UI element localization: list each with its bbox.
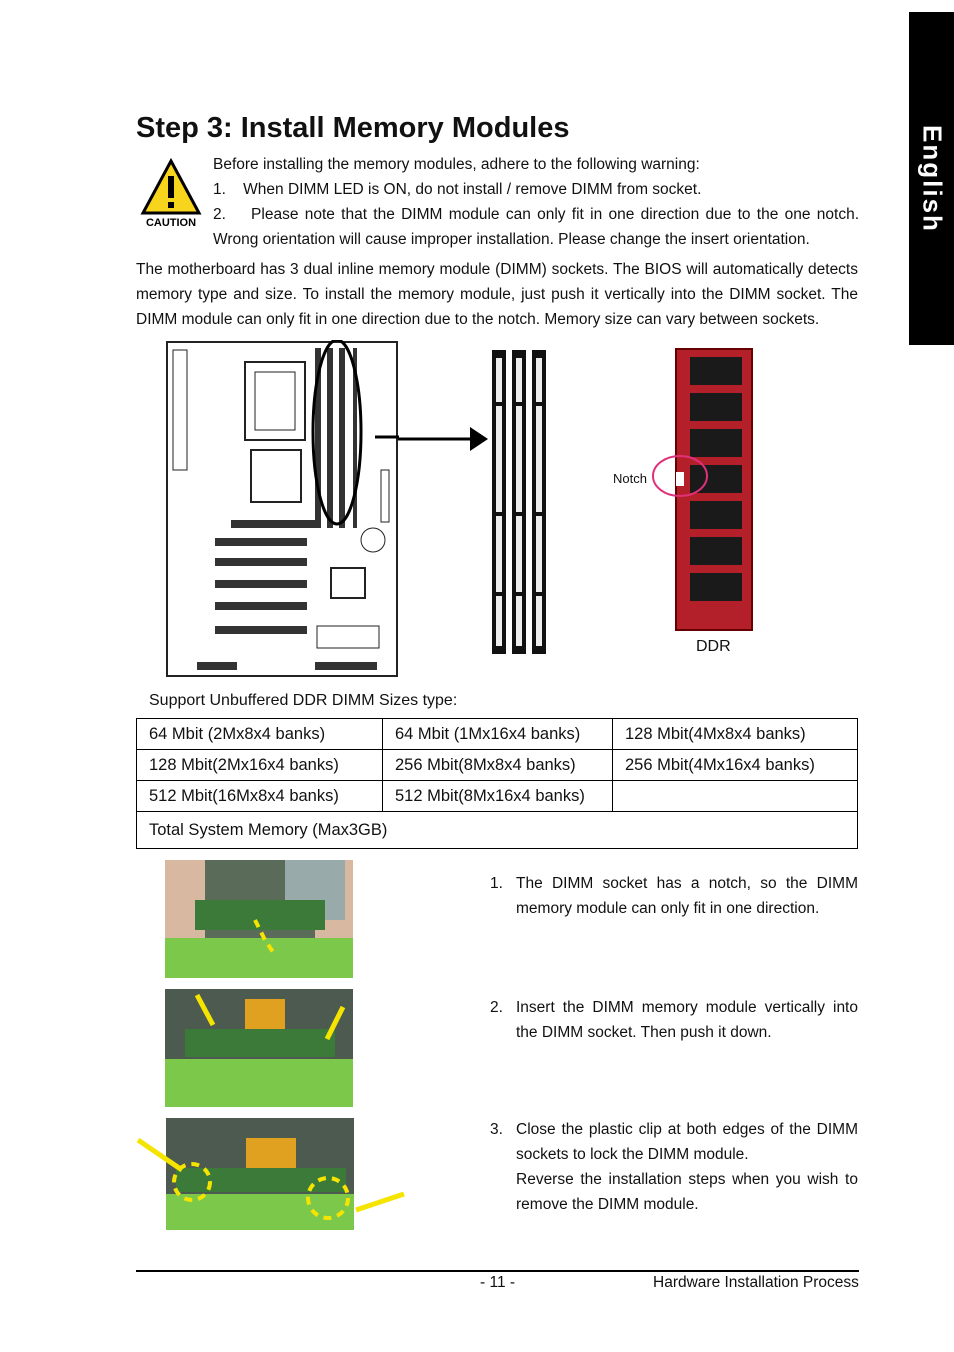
- left-arrow-marker-icon: [136, 1136, 186, 1181]
- warning-item-text: When DIMM LED is ON, do not install / remove DIMM from socket.: [243, 181, 702, 198]
- table-cell: 64 Mbit (1Mx16x4 banks): [383, 719, 613, 750]
- step-2: [490, 995, 858, 1045]
- intro-paragraph: The motherboard has 3 dual inline memory module (DIMM) sockets. The BIOS will automatically detects memory type and size. To install the memory module, just push it vertically into the DIMM socket. The DIMM module can only fit in one direction due to the notch. Memory size can vary between sockets.: [136, 261, 858, 328]
- dimm-sockets-figure: [488, 342, 552, 658]
- warning-intro: Before installing the memory modules, adhere to the following warning:: [213, 156, 700, 173]
- warning-item-text: Please note that the DIMM module can only fit in one direction due to the one notch. Wrong orientation will cause improper installation. Please change the insert orientation.: [213, 206, 859, 248]
- right-arrow-icon: [398, 424, 490, 459]
- language-tab: [909, 12, 954, 345]
- table-cell: 128 Mbit(4Mx8x4 banks): [613, 719, 858, 750]
- step-1-photo: [165, 860, 353, 978]
- notch-label: Notch: [613, 471, 647, 486]
- table-row: [137, 719, 858, 750]
- notch-circle: [650, 452, 710, 505]
- step-num: 2.: [490, 999, 503, 1016]
- caution-label: CAUTION: [145, 217, 197, 229]
- page-title: Step 3: Install Memory Modules: [136, 112, 570, 144]
- step-text-2: Reverse the installation steps when you wish to remove the DIMM module.: [516, 1171, 858, 1213]
- warning-item-2: [213, 202, 859, 252]
- step-text: Insert the DIMM memory module vertically into the DIMM socket. Then push it down.: [516, 999, 858, 1041]
- table-cell: [613, 781, 858, 812]
- step-2-photo: [165, 989, 353, 1107]
- motherboard-diagram: [165, 340, 399, 678]
- table-total: Total System Memory (Max3GB): [137, 812, 858, 849]
- step-1: [490, 871, 858, 921]
- language-tab-label: English: [917, 124, 947, 233]
- table-cell: 512 Mbit(16Mx8x4 banks): [137, 781, 383, 812]
- table-cell: 512 Mbit(8Mx16x4 banks): [383, 781, 613, 812]
- warning-item-num: 2.: [213, 206, 226, 223]
- dimm-sizes-table: [136, 718, 858, 849]
- table-row: [137, 781, 858, 812]
- right-arrow-marker-icon: [352, 1192, 406, 1219]
- step-3: [490, 1117, 858, 1217]
- warning-item-num: 1.: [213, 181, 226, 198]
- table-cell: 128 Mbit(2Mx16x4 banks): [137, 750, 383, 781]
- caution-icon: [140, 158, 202, 230]
- table-cell: 256 Mbit(4Mx16x4 banks): [613, 750, 858, 781]
- step-text: The DIMM socket has a notch, so the DIMM memory module can only fit in one direction.: [516, 875, 858, 917]
- step-text: Close the plastic clip at both edges of the DIMM sockets to lock the DIMM module.: [516, 1121, 858, 1163]
- table-caption: Support Unbuffered DDR DIMM Sizes type:: [149, 692, 458, 709]
- section-name: Hardware Installation Process: [653, 1274, 859, 1291]
- step-num: 1.: [490, 875, 503, 892]
- step-3-photo: [166, 1118, 354, 1230]
- footer-rule: [136, 1270, 859, 1272]
- ddr-label: DDR: [696, 638, 731, 655]
- page-number: - 11 -: [480, 1274, 516, 1291]
- warning-item-1: [213, 177, 863, 202]
- table-cell: 64 Mbit (2Mx8x4 banks): [137, 719, 383, 750]
- step-num: 3.: [490, 1121, 503, 1138]
- table-row: [137, 812, 858, 849]
- table-cell: 256 Mbit(8Mx8x4 banks): [383, 750, 613, 781]
- table-row: [137, 750, 858, 781]
